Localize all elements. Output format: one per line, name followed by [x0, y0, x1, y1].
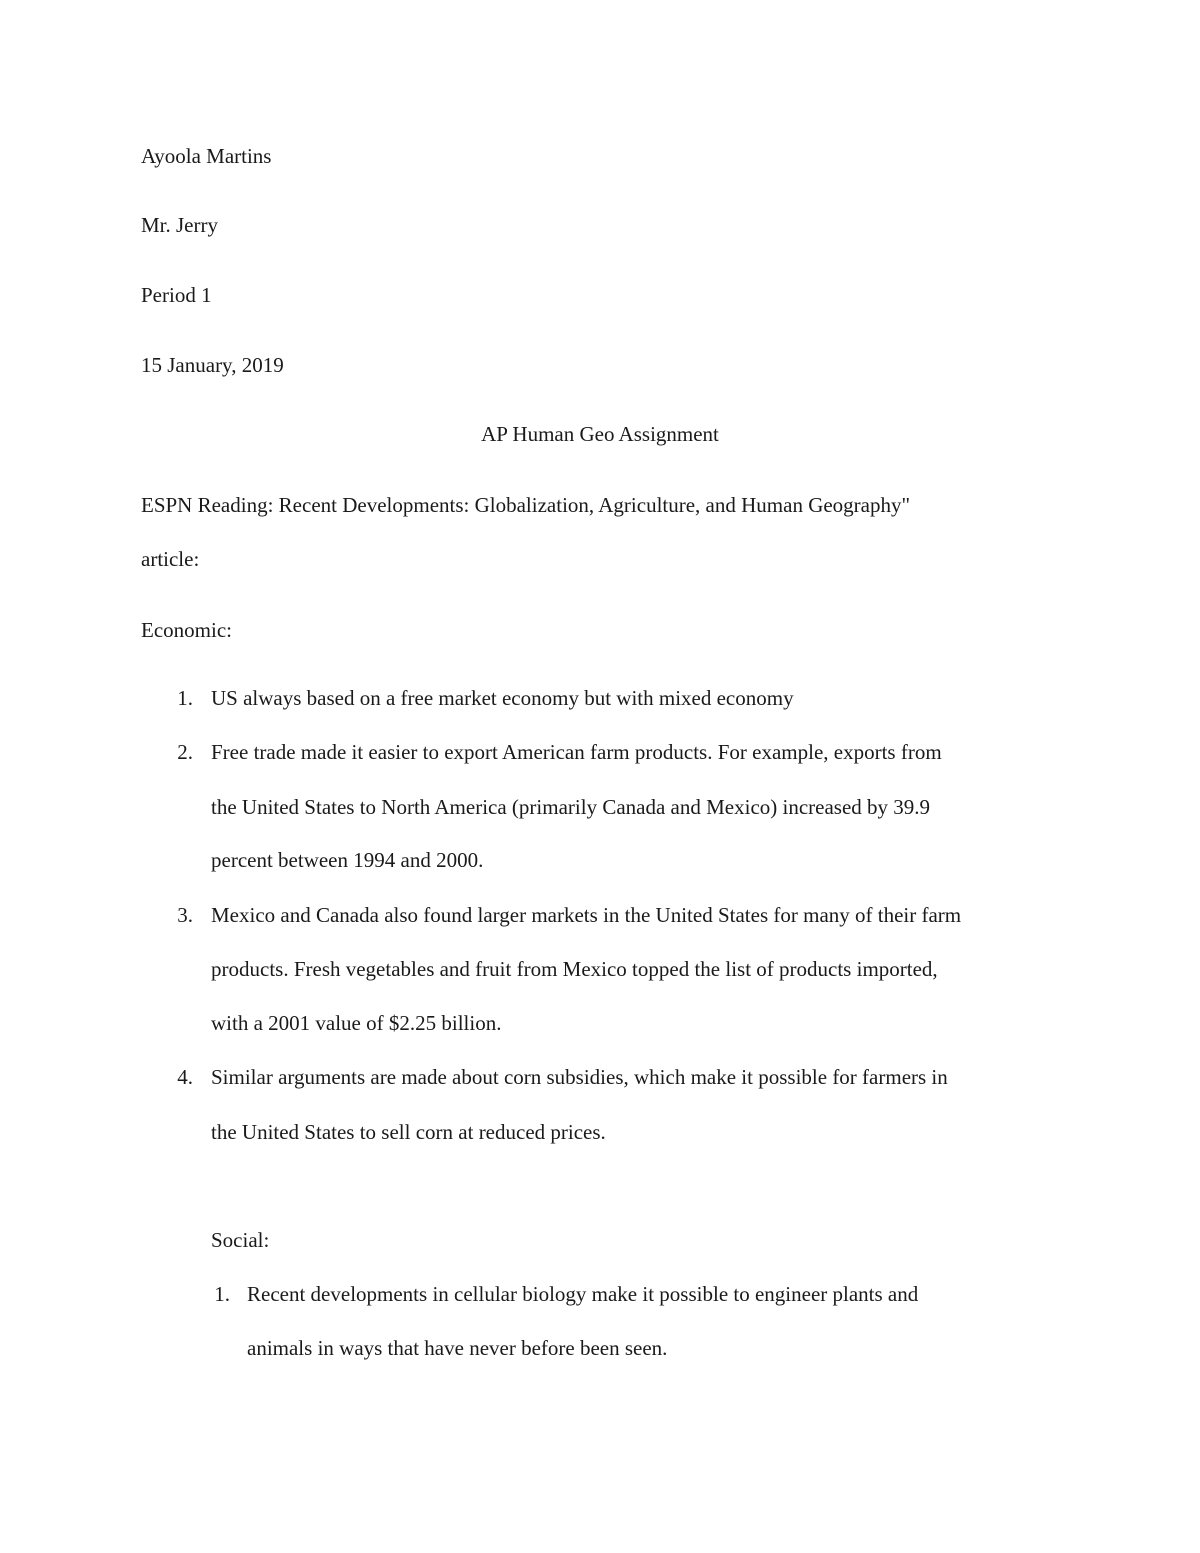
economic-item-3-line-2: products. Fresh vegetables and fruit from Mexico topped the list of products imported,	[211, 957, 938, 981]
economic-item-4-line-1: Similar arguments are made about corn subsidies, which make it possible for farmers in	[211, 1065, 948, 1089]
economic-item-3-number: 3.	[177, 903, 193, 927]
economic-item-2-number: 2.	[177, 740, 193, 764]
document-title: AP Human Geo Assignment	[481, 422, 719, 446]
economic-item-2-line-1: Free trade made it easier to export American farm products. For example, exports from	[211, 740, 942, 764]
economic-item-1-line-1: US always based on a free market economy but with mixed economy	[211, 686, 794, 710]
teacher-name: Mr. Jerry	[141, 213, 218, 237]
economic-heading: Economic:	[141, 618, 232, 642]
economic-item-1-number: 1.	[177, 686, 193, 710]
social-item-1-number: 1.	[214, 1282, 230, 1306]
student-name: Ayoola Martins	[141, 144, 272, 168]
social-heading: Social:	[211, 1228, 270, 1252]
assignment-date: 15 January, 2019	[141, 353, 284, 377]
intro-line-1: ESPN Reading: Recent Developments: Globalization, Agriculture, and Human Geography"	[141, 493, 911, 517]
economic-item-3-line-3: with a 2001 value of $2.25 billion.	[211, 1011, 502, 1035]
economic-item-4-line-2: the United States to sell corn at reduced prices.	[211, 1120, 606, 1144]
economic-item-2-line-2: the United States to North America (primarily Canada and Mexico) increased by 39.9	[211, 795, 931, 819]
economic-item-4-number: 4.	[177, 1065, 193, 1089]
class-period: Period 1	[141, 283, 212, 307]
social-item-1-line-1: Recent developments in cellular biology make it possible to engineer plants and	[247, 1282, 919, 1306]
economic-item-3-line-1: Mexico and Canada also found larger markets in the United States for many of their farm	[211, 903, 962, 927]
intro-line-2: article:	[141, 547, 200, 571]
social-item-1-line-2: animals in ways that have never before been seen.	[247, 1336, 668, 1360]
economic-item-2-line-3: percent between 1994 and 2000.	[211, 848, 484, 872]
